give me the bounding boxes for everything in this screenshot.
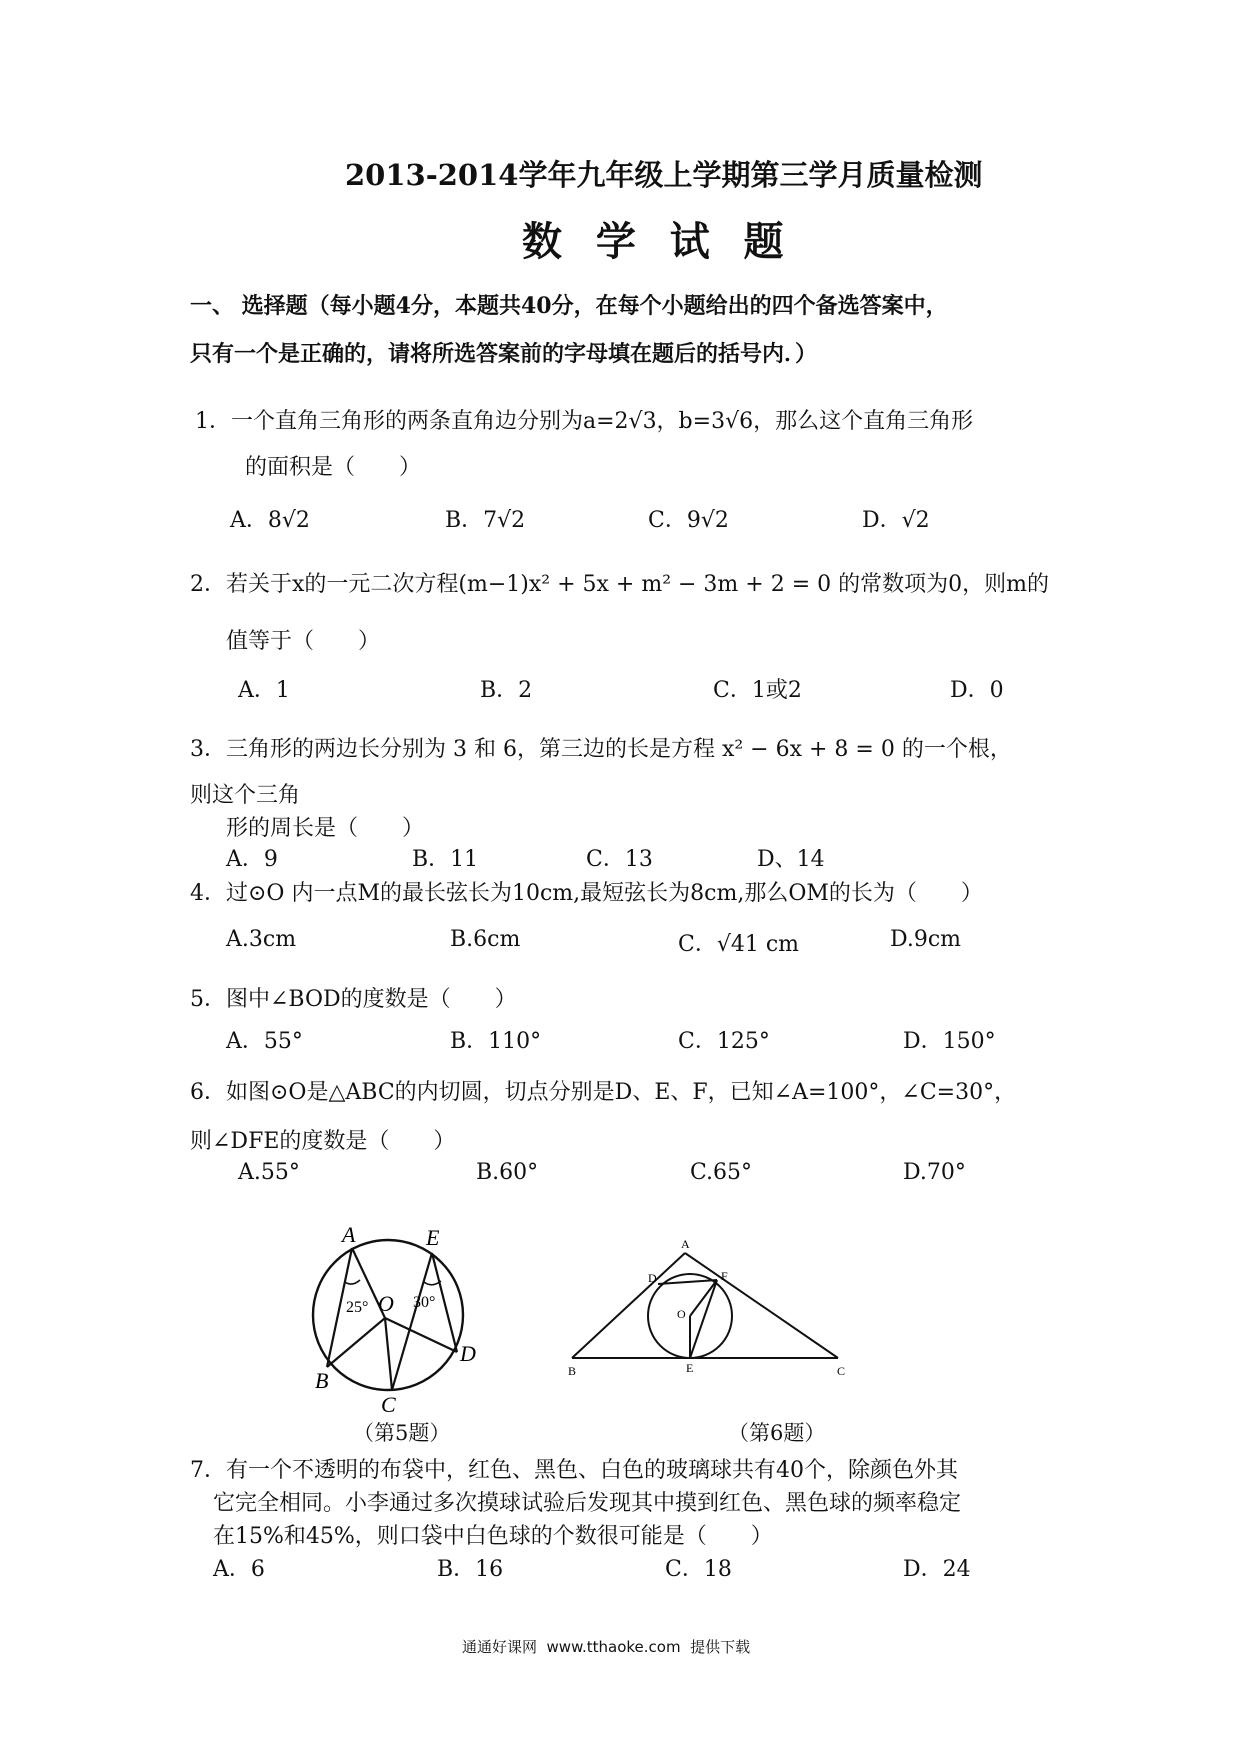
question-6-option-b: B.60°: [476, 1160, 539, 1185]
question-2-text-cont: 值等于（ ）: [226, 629, 381, 654]
question-3-option-c: C．13: [586, 847, 653, 872]
figure-5-caption: （第5题）: [353, 1421, 451, 1445]
question-2-option-c: C．1或2: [713, 678, 802, 703]
question-3-option-b: B．11: [412, 847, 479, 872]
question-7-text: 7．有一个不透明的布袋中，红色、黑色、白色的玻璃球共有40个，除颜色外其: [190, 1458, 958, 1483]
figure-6-caption: （第6题）: [728, 1421, 826, 1445]
fig5-label-b: B: [315, 1368, 329, 1393]
question-7-option-c: C．18: [665, 1557, 732, 1582]
question-1-text-cont: 的面积是（ ）: [245, 455, 422, 480]
question-6-text: 6．如图⊙O是△ABC的内切圆，切点分别是D、E、F，已知∠A=100°，∠C=30°，: [190, 1080, 1017, 1105]
question-7-option-a: A．6: [213, 1557, 265, 1582]
fig6-label-e: E: [686, 1361, 694, 1375]
question-3-text-cont: 则这个三角: [190, 783, 301, 808]
fig6-label-o: O: [677, 1307, 686, 1321]
fig5-angle-25: 25°: [346, 1299, 369, 1316]
question-1-option-c: C．9√2: [648, 508, 729, 533]
question-2-option-b: B．2: [480, 678, 533, 703]
figure-6-diagram: [560, 1232, 860, 1382]
page-title: 数 学 试 题: [522, 218, 786, 265]
footer-source: 通通好课网 www.tthaoke.com 提供下载: [462, 1638, 751, 1656]
question-5-option-b: B．110°: [450, 1029, 542, 1054]
question-3-text-cont2: 形的周长是（ ）: [226, 816, 425, 841]
question-2-text: 2．若关于x的一元二次方程(m−1)x² + 5x + m² − 3m + 2 = 0 的常数项为0，则m的: [190, 572, 1049, 597]
fig5-label-d: D: [460, 1341, 476, 1366]
question-3-option-a: A．9: [226, 847, 278, 872]
question-7-text-cont: 它完全相同。小李通过多次摸球试验后发现其中摸到红色、黑色球的频率稳定: [213, 1491, 962, 1516]
question-3-option-d: D、14: [757, 847, 825, 872]
question-7-text-cont2: 在15%和45%，则口袋中白色球的个数很可能是（ ）: [213, 1524, 773, 1549]
question-6-option-a: A.55°: [238, 1160, 300, 1185]
fig6-label-d: D: [648, 1271, 657, 1285]
question-5-option-c: C．125°: [678, 1029, 770, 1054]
question-7-option-d: D．24: [903, 1557, 971, 1582]
fig6-label-f: F: [721, 1269, 728, 1283]
section-instructions-line2: 只有一个是正确的，请将所选答案前的字母填在题后的括号内．）: [190, 341, 818, 367]
fig6-label-b: B: [568, 1364, 577, 1378]
fig5-label-o: O: [378, 1291, 394, 1316]
question-5-option-a: A．55°: [226, 1029, 303, 1054]
section-instructions-line1: 一、 选择题（每小题4分，本题共40分，在每个小题给出的四个备选答案中，: [190, 293, 948, 319]
fig5-label-a: A: [342, 1222, 356, 1247]
exam-header: 2013-2014学年九年级上学期第三学月质量检测: [345, 158, 983, 192]
question-6-option-c: C.65°: [690, 1160, 753, 1185]
question-6-option-d: D.70°: [903, 1160, 966, 1185]
question-4-option-a: A.3cm: [226, 927, 297, 952]
question-1-option-b: B．7√2: [445, 508, 526, 533]
question-2-option-d: D．0: [950, 678, 1004, 703]
fig6-label-a: A: [681, 1237, 690, 1251]
question-4-text: 4．过⊙O 内一点M的最长弦长为10cm,最短弦长为8cm,那么OM的长为（ ）: [190, 881, 983, 906]
question-5-text: 5．图中∠BOD的度数是（ ）: [190, 987, 517, 1012]
question-6-text-cont: 则∠DFE的度数是（ ）: [190, 1129, 456, 1154]
figure-5-diagram: [300, 1220, 500, 1415]
question-2-option-a: A．1: [238, 678, 290, 703]
question-4-option-d: D.9cm: [890, 927, 962, 952]
question-7-option-b: B．16: [437, 1557, 504, 1582]
question-4-option-b: B.6cm: [450, 927, 521, 952]
question-1-option-a: A．8√2: [230, 508, 310, 533]
fig5-label-c: C: [381, 1392, 396, 1415]
question-1-option-d: D．√2: [862, 508, 930, 533]
question-1-text: 1．一个直角三角形的两条直角边分别为a=2√3，b=3√6，那么这个直角三角形: [195, 409, 974, 434]
fig5-label-e: E: [426, 1225, 440, 1250]
question-5-option-d: D．150°: [903, 1029, 996, 1054]
question-4-option-c: C．√41 cm: [678, 932, 800, 957]
fig6-label-c: C: [837, 1364, 846, 1378]
question-3-text: 3．三角形的两边长分别为 3 和 6，第三边的长是方程 x² − 6x + 8 = 0 的一个根，: [190, 737, 1012, 762]
fig5-angle-30: 30°: [413, 1294, 436, 1311]
